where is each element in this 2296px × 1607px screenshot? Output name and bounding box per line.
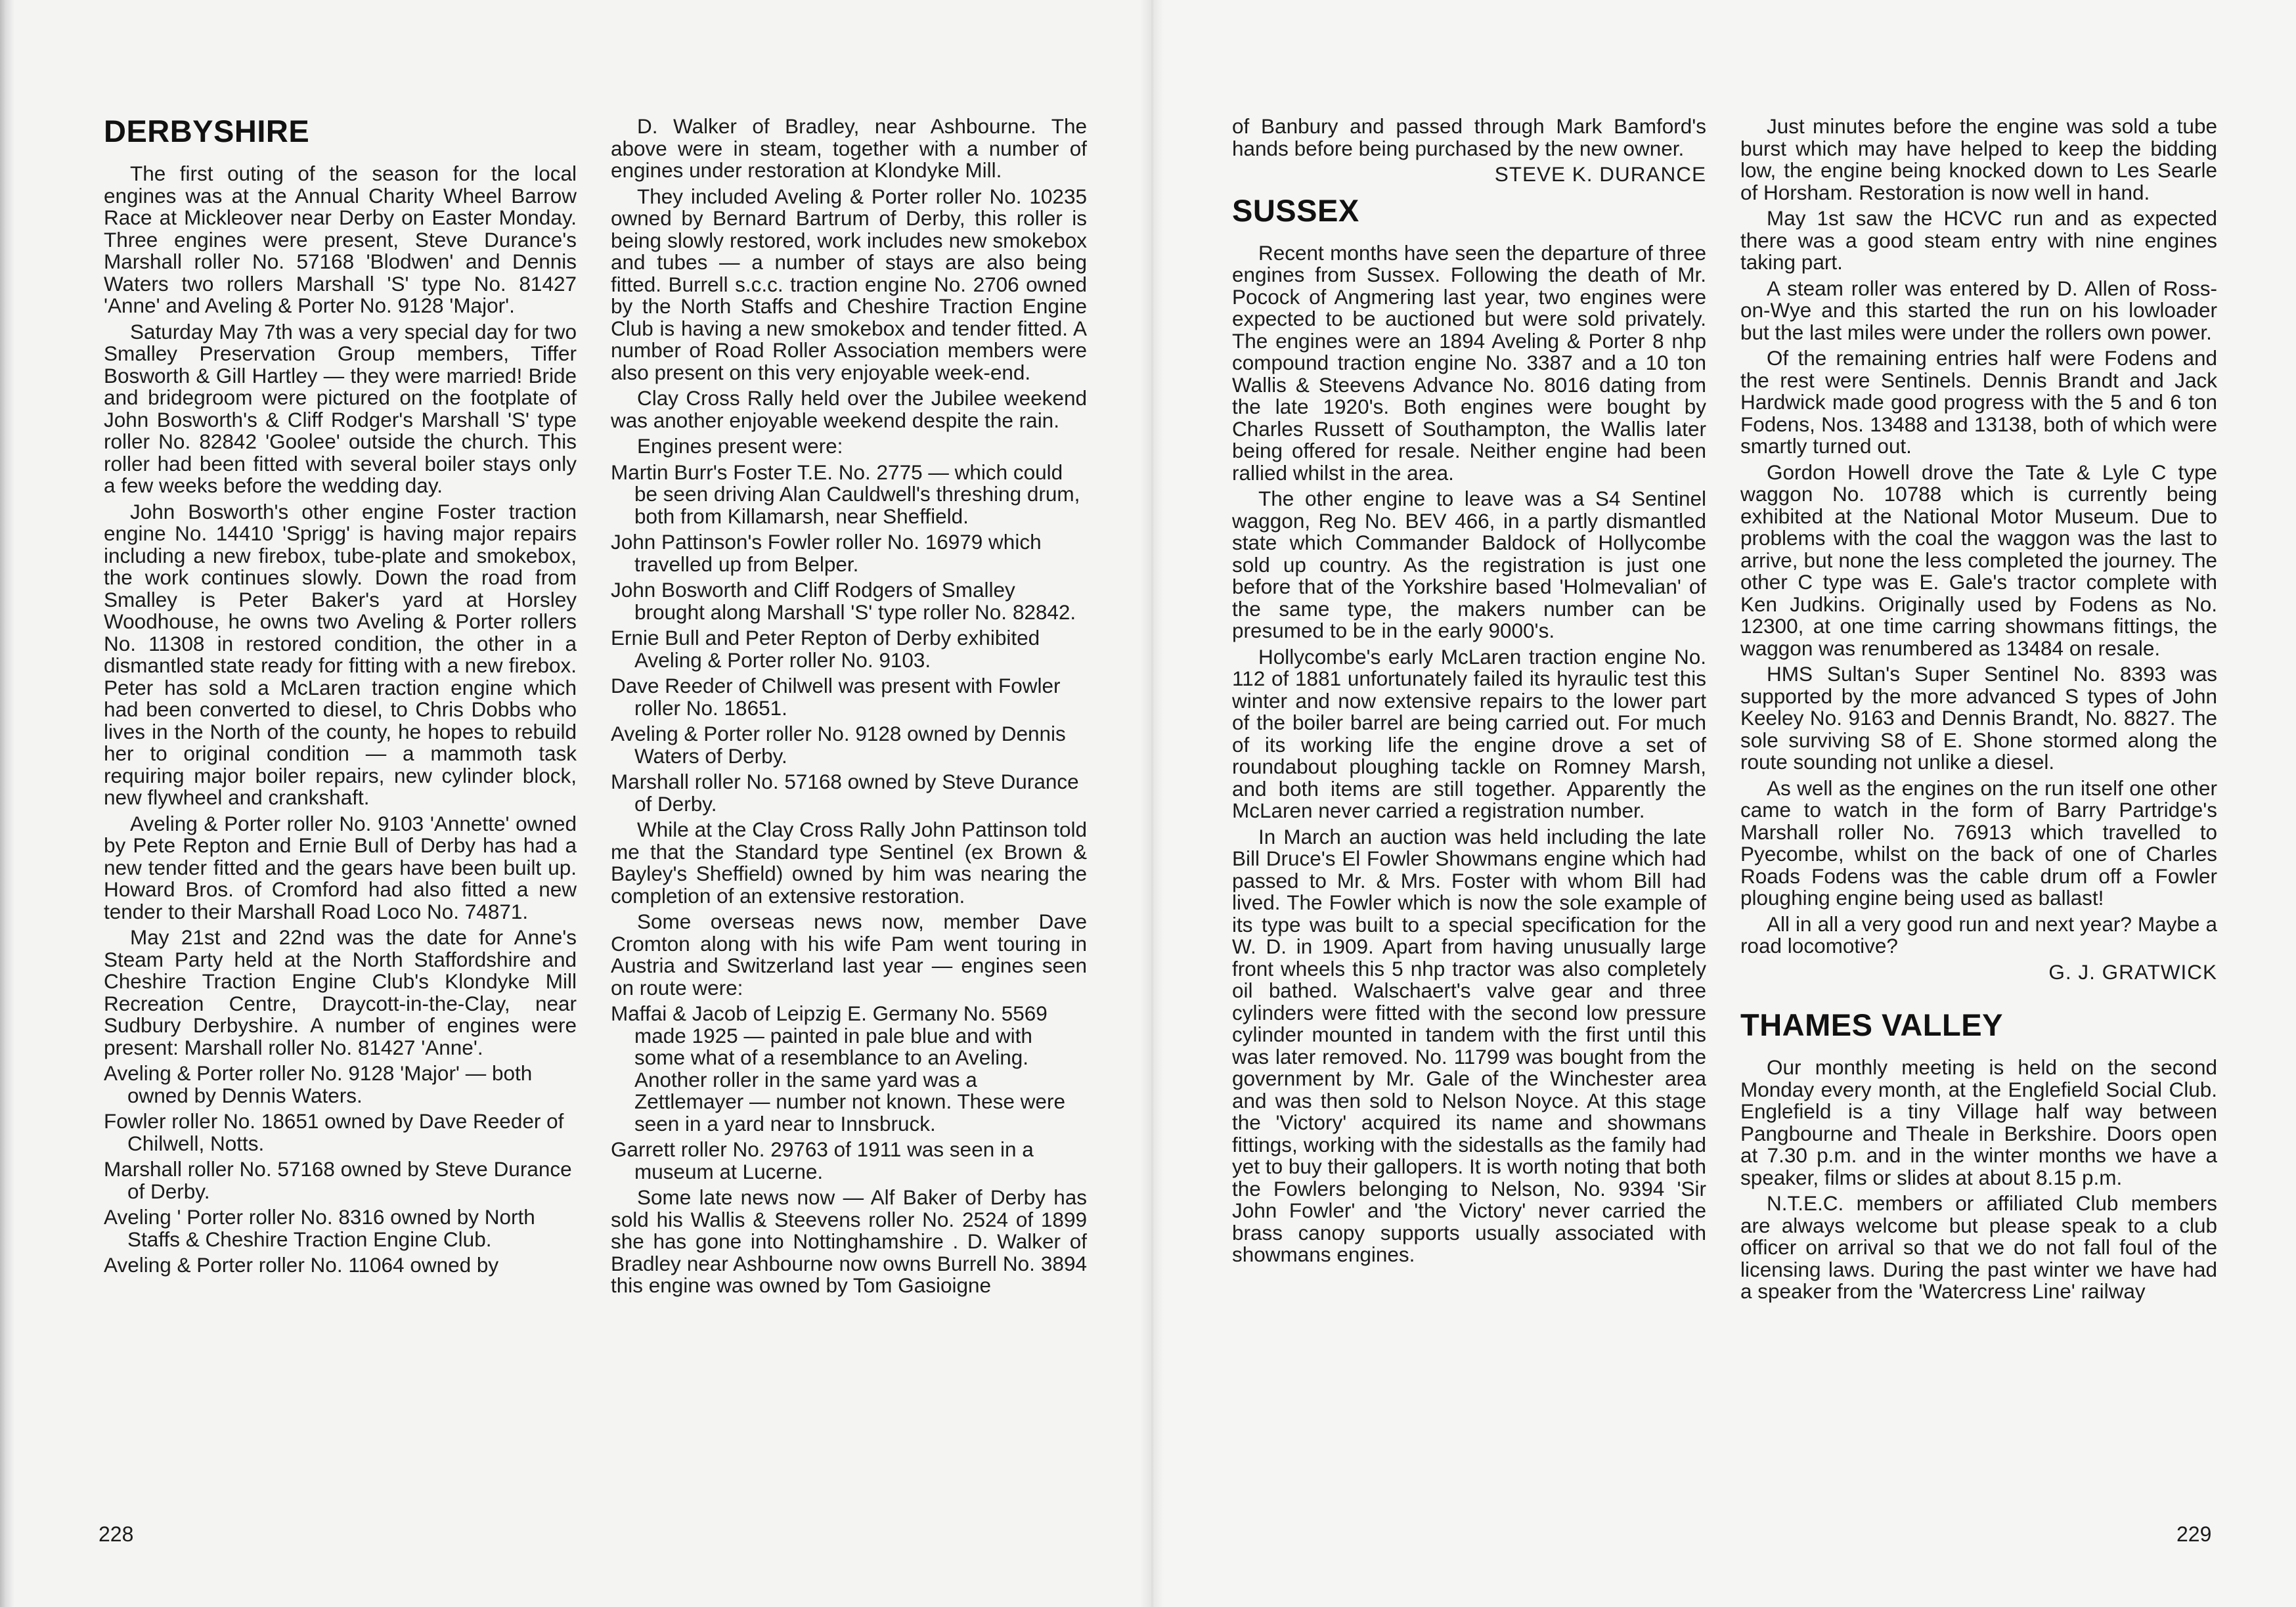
- section-heading-thames-valley: THAMES VALLEY: [1740, 1007, 2003, 1042]
- paragraph: As well as the engines on the run itself one other came to watch in the form of Barry Partridge's Marshall roller No. 76913 which travelled to Pyecombe, whilst on the back of one of Charles Roads Fodens was the cable drum off a Fowler ploughing engine being used as ballast!: [1740, 776, 2217, 910]
- page-number: 228: [99, 1522, 134, 1546]
- paragraph: All in all a very good run and next year? Maybe a road locomotive?: [1740, 912, 2217, 958]
- paragraph: May 21st and 22nd was the date for Anne's Steam Party held at the North Staffordshire and Cheshire Traction Engine Club's Klondyke Mill Recreation Centre, Draycott-in-the-Clay, near Sudbury Derbyshire. A number of engines were present: Marshall roller No. 81427 'Anne'.: [104, 925, 577, 1059]
- paragraph: May 1st saw the HCVC run and as expected there was a good steam entry with nine engines taking part.: [1740, 206, 2217, 274]
- paragraph: Some late news now — Alf Baker of Derby has sold his Wallis & Steevens roller No. 2524 of 1899 she has gone into Nottinghamshire . D. Walker of Bradley near Ashbourne now owns Burrell No. 3894 this engine was owned by Tom Gasioigne: [611, 1185, 1087, 1297]
- left-column-2: [611, 116, 1087, 1301]
- engine-list-item: Maffai & Jacob of Leipzig E. Germany No. 5569 made 1925 — painted in pale blue and with some what of a resemblance to an Aveling. Another roller in the same yard was a Zettlemayer — number not known. These were seen in a yard near to Innsbruck.: [611, 1002, 1065, 1135]
- right-column-2: [1740, 116, 2217, 1307]
- paragraph: D. Walker of Bradley, near Ashbourne. The above were in steam, together with a number of engines under restoration at Klondyke Mill.: [611, 114, 1087, 182]
- engine-list-item: Ernie Bull and Peter Repton of Derby exhibited Aveling & Porter roller No. 9103.: [611, 626, 1040, 672]
- engine-list-item: Fowler roller No. 18651 owned by Dave Reeder of Chilwell, Notts.: [104, 1109, 564, 1155]
- paragraph: The other engine to leave was a S4 Sentinel waggon, Reg No. BEV 466, in a partly dismantled state which Commander Baldock of Hollycombe sold up country. As the registration is just one before that of the Yorkshire based 'Holmevalian' of the same type, the makers number can be presumed to be in the early 9000's.: [1232, 487, 1706, 642]
- paragraph: Some overseas news now, member Dave Cromton along with his wife Pam went touring in Austria and Switzerland last year — engines seen on route were:: [611, 910, 1087, 1000]
- paragraph: Gordon Howell drove the Tate & Lyle C type waggon No. 10788 which is currently being exhibited at the National Motor Museum. Due to problems with the coal the waggon was the last to arrive, but none the less completed the journey. The other C type was E. Gale's tractor complete with Ken Judkins. Originally used by Fodens as No. 12300, at one time carring showmans fittings, the waggon was renumbered as 13484 on resale.: [1740, 460, 2217, 660]
- engine-list-item: John Bosworth and Cliff Rodgers of Smalley brought along Marshall 'S' type roller No. 82842.: [611, 578, 1076, 624]
- left-column-1: [104, 116, 577, 1281]
- author-signature: STEVE K. DURANCE: [1494, 162, 1706, 186]
- page-number: 229: [2176, 1522, 2212, 1546]
- paragraph: While at the Clay Cross Rally John Pattinson told me that the Standard type Sentinel (ex Brown & Bayley's Sheffield) owned by him was nearing the completion of an extensive restoration.: [611, 818, 1087, 908]
- paragraph: Clay Cross Rally held over the Jubilee weekend was another enjoyable weekend despite the rain.: [611, 386, 1087, 432]
- paragraph: Recent months have seen the departure of three engines from Sussex. Following the death of Mr. Pocock of Angmering last year, two engines were expected to be auctioned but were sold privately. The engines were an 1894 Aveling & Porter 8 nhp compound traction engine No. 3387 and a 10 ton Wallis & Steevens Advance No. 8016 dating from the late 1920's. Both engines were bought by Charles Russett of Southampton, the Wallis later being offered for resale. Neither engine had been rallied whilst in the area.: [1232, 240, 1706, 485]
- engine-list-item: Marshall roller No. 57168 owned by Steve Durance of Derby.: [611, 770, 1079, 816]
- section-heading-sussex: SUSSEX: [1232, 192, 1359, 228]
- engine-list-item: Marshall roller No. 57168 owned by Steve Durance of Derby.: [104, 1157, 572, 1203]
- paragraph: A steam roller was entered by D. Allen of Ross-on-Wye and this started the run on his lowloader but the last miles were under the rollers own power.: [1740, 276, 2217, 344]
- paragraph: In March an auction was held including the late Bill Druce's El Fowler Showmans engine which had passed to Mr. & Mrs. Foster with whom Bill had lived. The Fowler which is now the sole example of its type was built to a special specification for the W. D. in 1909. Apart from having unusually large front wheels this 5 nhp tractor was also completely oil bathed. Walschaert's valve gear and three cylinders were fitted with the second low pressure cylinder mounted in tandem with the first until this was later removed. No. 11799 was bought from the government by Mr. Gale of the Winchester area and was then sold to Nelson Noyce. At this stage the 'Victory' acquired its name and showmans fittings, working with the sidestalls as the family had yet to buy their gallopers. It is worth noting that both the Fowlers belonging to Nelson, No. 9394 'Sir John Fowler' and 'the Victory' never carried the brass canopy supports usually associated with showmans engines.: [1232, 824, 1706, 1266]
- paragraph: Aveling & Porter roller No. 9103 'Annette' owned by Pete Repton and Ernie Bull of Derby has had a new tender fitted and the gears have been built up. Howard Bros. of Cromford had also fitted a new tender to their Marshall Road Loco No. 74871.: [104, 811, 577, 923]
- section-heading-derbyshire: DERBYSHIRE: [104, 114, 310, 148]
- right-column-1: [1232, 116, 1706, 1270]
- right-page: [1151, 0, 2296, 1607]
- paragraph: Hollycombe's early McLaren traction engine No. 112 of 1881 unfortunately failed its hyraulic test this winter and now extensive repairs to the lower part of the boiler barrel are being carried out. For much of its working life the engine drove a set of roundabout ploughing tackle on Romney Marsh, and both items are still together. Apparently the McLaren never carried a registration number.: [1232, 644, 1706, 822]
- engine-list-item: John Pattinson's Fowler roller No. 16979 which travelled up from Belper.: [611, 530, 1042, 576]
- engine-list-item: Aveling & Porter roller No. 11064 owned by: [104, 1253, 499, 1277]
- author-signature: G. J. GRATWICK: [2048, 959, 2217, 984]
- paragraph: Our monthly meeting is held on the second Monday every month, at the Englefield Social Club. Englefield is a tiny Village half way between Pangbourne and Theale in Berkshire. Doors open at 7.30 p.m. and in the winter months we have a speaker, films or slides at about 8.15 p.m.: [1740, 1055, 2217, 1189]
- paragraph: John Bosworth's other engine Foster traction engine No. 14410 'Sprigg' is having major repairs including a new firebox, tube-plate and smokebox, the work continues slowly. Down the road from Smalley is Peter Baker's yard at Horsley Woodhouse, he owns two Aveling & Porter rollers No. 11308 in restored condition, the other in a dismantled state ready for fitting with a new firebox. Peter has sold a McLaren traction engine which had been converted to diesel, to Chris Dobbs who lives in the North of the county, he hopes to rebuild her to original condition — a mammoth task requiring major boiler repairs, new cylinder block, new flywheel and crankshaft.: [104, 499, 577, 809]
- engine-list-item: Aveling & Porter roller No. 9128 'Major' — both owned by Dennis Waters.: [104, 1061, 533, 1107]
- paragraph: Engines present were:: [637, 434, 843, 458]
- engine-list-item: Garrett roller No. 29763 of 1911 was seen in a museum at Lucerne.: [611, 1137, 1034, 1183]
- paragraph: N.T.E.C. members or affiliated Club members are always welcome but please speak to a club officer on arrival so that we do not fall foul of the licensing laws. During the past winter we have had a speaker from the 'Watercress Line' railway: [1740, 1191, 2217, 1303]
- paragraph: They included Aveling & Porter roller No. 10235 owned by Bernard Bartrum of Derby, this roller is being slowly restored, work includes new smokebox and tubes — a number of stays are also being fitted. Burrell s.c.c. traction engine No. 2706 owned by the North Staffs and Cheshire Traction Engine Club is having a new smokebox and tender fitted. A number of Road Roller Association members were also present on this very enjoyable week-end.: [611, 184, 1087, 384]
- page-edge-shadow: [0, 0, 14, 1607]
- paragraph: The first outing of the season for the local engines was at the Annual Charity Wheel Barrow Race at Mickleover near Derby on Easter Monday. Three engines were present, Steve Durance's Marshall roller No. 57168 'Blodwen' and Dennis Waters two rollers Marshall 'S' type No. 81427 'Anne' and Aveling & Porter No. 9128 'Major'.: [104, 162, 577, 317]
- paragraph: Saturday May 7th was a very special day for two Smalley Preservation Group members, Tiffer Bosworth & Gill Hartley — they were married! Bride and bridegroom were pictured on the footplate of John Bosworth's & Cliff Rodger's Marshall 'S' type roller No. 82842 'Goolee' outside the church. This roller had been fitted with several boiler stays only a few weeks before the wedding day.: [104, 319, 577, 497]
- engine-list-item: Dave Reeder of Chilwell was present with Fowler roller No. 18651.: [611, 674, 1061, 720]
- paragraph: of Banbury and passed through Mark Bamford's hands before being purchased by the new owner.: [1232, 114, 1706, 160]
- engine-list-item: Aveling ' Porter roller No. 8316 owned by North Staffs & Cheshire Traction Engine Club.: [104, 1205, 535, 1251]
- book-gutter: [1140, 0, 1164, 1607]
- paragraph: Of the remaining entries half were Fodens and the rest were Sentinels. Dennis Brandt and Jack Hardwick made good progress with the 5 and 6 ton Fodens, Nos. 13488 and 13138, both of which were smartly turned out.: [1740, 346, 2217, 458]
- engine-list-item: Martin Burr's Foster T.E. No. 2775 — which could be seen driving Alan Cauldwell's threshing drum, both from Killamarsh, near Sheffield.: [611, 460, 1080, 528]
- paragraph: Just minutes before the engine was sold a tube burst which may have helped to keep the bidding low, the engine being knocked down to Les Searle of Horsham. Restoration is now well in hand.: [1740, 114, 2217, 204]
- engine-list-item: Aveling & Porter roller No. 9128 owned by Dennis Waters of Derby.: [611, 722, 1066, 768]
- paragraph: HMS Sultan's Super Sentinel No. 8393 was supported by the more advanced S types of John Keeley No. 9163 and Dennis Brandt, No. 8827. The sole surviving S8 of E. Shone stormed along the route sounding not unlike a diesel.: [1740, 662, 2217, 774]
